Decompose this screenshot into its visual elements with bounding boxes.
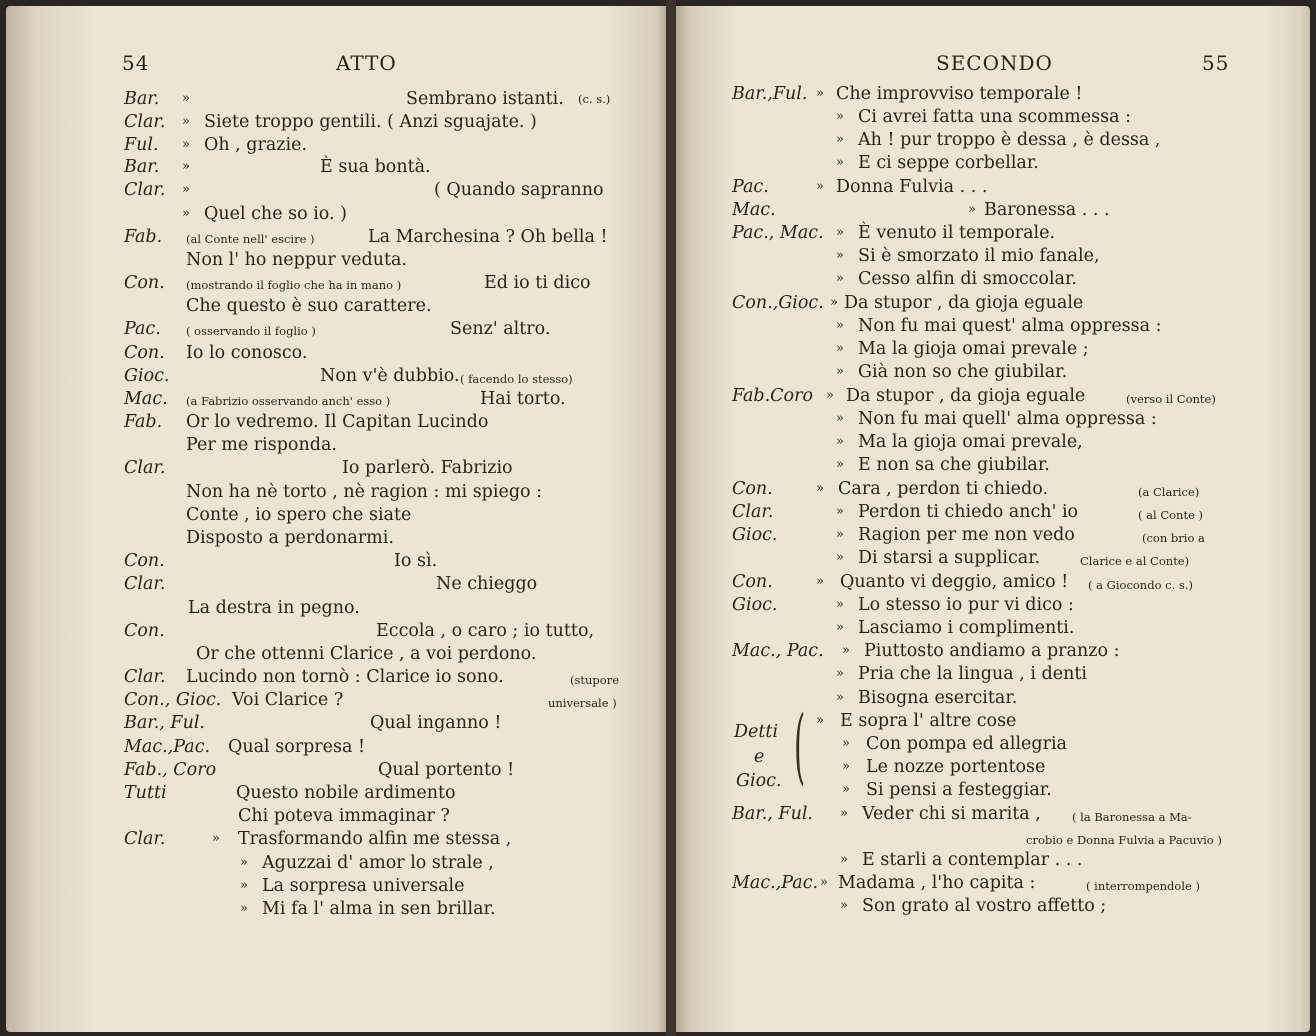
verse-marker: » [816,481,824,496]
speaker-label: Con., Gioc. [124,690,222,710]
stage-direction: (stupore [570,673,620,687]
speaker-label: Bar., Ful. [732,804,813,824]
verse-marker: » [240,855,248,870]
speaker-label: Gioc. [732,595,778,615]
line-text: Ed io ti dico [484,273,591,293]
line-text: Cesso alfin di smoccolar. [858,269,1077,289]
line-text: Questo nobile ardimento [236,783,456,803]
verse-marker: » [842,736,850,751]
stage-direction: ( la Baronessa a Ma- [1072,810,1192,824]
line-text: Eccola , o caro ; io tutto, [376,621,595,641]
speaker-label: Tutti [124,783,167,803]
verse-line [124,828,512,850]
verse-marker: » [820,875,828,890]
verse-marker: » [840,898,848,913]
stage-direction: universale ) [548,696,617,710]
speaker-label: Bar. [124,89,160,109]
speaker-label: Con. [124,621,165,641]
verse-line [732,292,1084,314]
line-text: Mi fa l' alma in sen brillar. [262,899,496,919]
line-text: Io parlerò. Fabrizio [342,458,513,478]
verse-marker: » [836,109,844,124]
verse-marker: » [182,206,190,221]
verse-line [124,179,604,201]
verse-marker: » [836,318,844,333]
verse-line [732,83,1083,105]
verse-line [124,712,502,734]
verse-line [124,689,617,711]
verse-marker: » [836,364,844,379]
line-text: Cara , perdon ti chiedo. [838,479,1049,499]
speaker-label: Mac. [124,389,168,409]
verse-marker: » [836,690,844,705]
line-text: Lucindo non tornò : Clarice io sono. [186,667,504,687]
line-text: Non fu mai quest' alma oppressa : [858,316,1162,336]
verse-line [124,457,513,479]
line-text: Senz' altro. [450,319,551,339]
line-text: Qual portento ! [378,760,515,780]
verse-line [124,736,366,758]
speaker-label: Mac. [732,200,776,220]
speaker-label: Clar. [124,180,166,200]
line-text: Le nozze portentose [866,757,1046,777]
book-gutter [666,0,676,1036]
line-text: Da stupor , da gioja eguale [846,386,1086,406]
verse-line [732,524,1205,546]
speaker-label: Gioc. [124,366,170,386]
speaker-label: Con. [124,273,165,293]
line-text: Da stupor , da gioja eguale [844,293,1084,313]
verse-marker: » [968,202,976,217]
verse-line [732,640,1120,662]
speaker-label: Clar. [124,458,166,478]
verse-marker: » [836,155,844,170]
line-text: Io sì. [394,551,438,571]
page-number: 55 [1202,51,1230,75]
stage-direction: crobio e Donna Fulvia a Pacuvio ) [1026,833,1222,847]
speaker-label: Con. [124,551,165,571]
verse-marker: » [836,271,844,286]
line-text: Non ha nè torto , nè ragion : mi spiego : [186,482,543,502]
line-text: Non l' ho neppur veduta. [186,250,407,270]
line-text: Con pompa ed allegria [866,734,1067,754]
line-text: Che questo è suo carattere. [186,296,432,316]
verse-marker: » [816,86,824,101]
verse-line [124,134,308,156]
verse-line [732,803,1192,825]
line-text: La Marchesina ? Oh bella ! [368,227,608,247]
speaker-label: Fab. [124,227,163,247]
line-text: Chi poteva immaginar ? [238,806,450,826]
speaker-label: Detti [734,722,779,742]
stage-direction: (mostrando il foglio che ha in mano ) [186,278,402,292]
line-text: Disposto a perdonarmi. [186,528,394,548]
verse-marker: » [842,782,850,797]
line-text: Or lo vedremo. Il Capitan Lucindo [186,412,489,432]
line-text: Ragion per me non vedo [858,525,1075,545]
speaker-label: Mac., Pac. [732,641,824,661]
line-text: È venuto il temporale. [858,223,1056,243]
stage-direction: (verso il Conte) [1126,392,1216,406]
stage-direction: Clarice e al Conte) [1080,554,1190,568]
verse-marker: » [836,248,844,263]
speaker-label: Clar. [124,574,166,594]
running-head: ATTO [336,51,397,75]
speaker-label: Clar. [732,502,774,522]
verse-line [124,620,595,642]
page-number: 54 [122,51,150,75]
line-text: Quel che so io. ) [204,204,347,224]
verse-marker: » [836,411,844,426]
stage-direction: ( facendo lo stesso) [460,372,573,386]
speaker-label: Clar. [124,112,166,132]
right-page [676,6,1310,1032]
line-text: Baronessa . . . [984,200,1110,220]
line-text: Lasciamo i complimenti. [858,618,1075,638]
speaker-label: Mac.,Pac. [124,737,211,757]
verse-marker: » [816,713,824,728]
verse-marker: » [816,574,824,589]
speaker-label: Con. [732,572,773,592]
speaker-label: Mac.,Pac. [732,873,819,893]
verse-line [124,550,438,572]
verse-line [732,571,1193,593]
speaker-label: e [754,747,765,767]
verse-marker: » [240,901,248,916]
verse-line [124,318,551,340]
line-text: Si è smorzato il mio fanale, [858,246,1100,266]
line-text: Io lo conosco. [186,343,308,363]
speaker-label: Gioc. [732,525,778,545]
verse-marker: » [182,159,190,174]
line-text: Si pensi a festeggiar. [866,780,1052,800]
line-text: Donna Fulvia . . . [836,177,988,197]
verse-line [732,385,1216,407]
speaker-label: Ful. [124,135,159,155]
verse-marker: » [836,620,844,635]
verse-line [124,226,608,248]
line-text: Or che ottenni Clarice , a voi perdono. [196,644,537,664]
speaker-label: Bar., Ful. [124,713,205,733]
verse-marker: » [842,643,850,658]
verse-marker: » [836,434,844,449]
line-text: E ci seppe corbellar. [858,153,1039,173]
verse-line [732,222,1056,244]
verse-marker: » [826,388,834,403]
speaker-label: Con. [124,343,165,363]
verse-line [124,411,489,433]
speaker-label: Con.,Gioc. [732,293,824,313]
line-text: Di starsi a supplicar. [858,548,1041,568]
line-text: Pria che la lingua , i denti [858,664,1087,684]
verse-line [124,782,456,804]
line-text: Quanto vi deggio, amico ! [840,572,1069,592]
stage-direction: ( a Giocondo c. s.) [1088,578,1193,592]
verse-marker: » [182,137,190,152]
line-text: Perdon ti chiedo anch' io [858,502,1079,522]
line-text: E non sa che giubilar. [858,455,1050,475]
speaker-label: Fab., Coro [124,760,217,780]
verse-marker: » [182,114,190,129]
verse-marker: » [836,457,844,472]
left-page [6,6,666,1032]
line-text: E starli a contemplar . . . [862,850,1083,870]
stage-direction: ( interrompendole ) [1086,879,1200,893]
line-text: Per me risponda. [186,435,337,455]
line-text: Voi Clarice ? [232,690,344,710]
speaker-label: Clar. [124,667,166,687]
verse-line [732,478,1200,500]
verse-line [732,199,1110,221]
line-text: Non v'è dubbio. [320,366,460,386]
line-text: Qual sorpresa ! [228,737,366,757]
line-text: Qual inganno ! [370,713,502,733]
line-text: Ah ! pur troppo è dessa , è dessa , [858,130,1161,150]
verse-line [124,156,431,178]
verse-marker: » [842,759,850,774]
speaker-label: Pac., Mac. [732,223,824,243]
verse-line [124,272,591,294]
line-text: Aguzzai d' amor lo strale , [262,853,494,873]
stage-direction: (c. s.) [578,92,611,106]
line-text: La destra in pegno. [188,598,360,618]
stage-direction: ( osservando il foglio ) [186,324,316,338]
speaker-label: Con. [732,479,773,499]
verse-line [124,388,566,410]
verse-marker: » [240,878,248,893]
brace-bracket: ( [794,699,806,794]
verse-line [732,176,988,198]
verse-marker: » [836,225,844,240]
line-text: Hai torto. [480,389,566,409]
line-text: Ma la gioja omai prevale ; [858,339,1089,359]
verse-line [124,365,573,387]
stage-direction: (a Clarice) [1138,485,1200,499]
verse-line [732,501,1204,523]
verse-line [124,759,515,781]
line-text: La sorpresa universale [262,876,465,896]
verse-marker: » [836,550,844,565]
line-text: Oh , grazie. [204,135,308,155]
verse-marker: » [836,504,844,519]
line-text: Piuttosto andiamo a pranzo : [864,641,1120,661]
line-text: Veder chi si marita , [862,804,1041,824]
verse-marker: » [182,182,190,197]
line-text: Conte , io spero che siate [186,505,412,525]
line-text: Siete troppo gentili. ( Anzi sguajate. ) [204,112,537,132]
speaker-label: Fab.Coro [732,386,813,406]
verse-marker: » [836,597,844,612]
speaker-label: Gioc. [736,771,782,791]
verse-line [732,872,1200,894]
verse-line [124,573,538,595]
verse-marker: » [840,852,848,867]
speaker-label: Bar. [124,157,160,177]
stage-direction: (a Fabrizio osservando anch' esso ) [186,394,391,408]
line-text: Non fu mai quell' alma oppressa : [858,409,1157,429]
speaker-label: Clar. [124,829,166,849]
line-text: ( Quando sapranno [434,180,604,200]
line-text: È sua bontà. [320,157,431,177]
speaker-label: Pac. [732,177,769,197]
stage-direction: ( al Conte ) [1138,508,1204,522]
line-text: Ci avrei fatta una scommessa : [858,107,1131,127]
line-text: Ma la gioja omai prevale, [858,432,1083,452]
stage-direction: (al Conte nell' escire ) [186,232,315,246]
line-text: Già non so che giubilar. [858,362,1068,382]
speaker-label: Pac. [124,319,161,339]
verse-marker: » [836,666,844,681]
verse-line [124,666,620,688]
stage-direction: (con brio a [1142,531,1205,545]
line-text: Che improvviso temporale ! [836,84,1083,104]
running-head: SECONDO [936,51,1053,75]
line-text: Madama , l'ho capita : [838,873,1036,893]
verse-marker: » [816,179,824,194]
verse-marker: » [182,91,190,106]
verse-marker: » [836,132,844,147]
line-text: Bisogna esercitar. [858,688,1018,708]
speaker-label: Fab. [124,412,163,432]
verse-marker: » [830,295,838,310]
line-text: Ne chieggo [436,574,538,594]
line-text: Sembrano istanti. [406,89,564,109]
verse-line [124,342,308,364]
verse-line [124,88,611,110]
line-text: Son grato al vostro affetto ; [862,896,1107,916]
line-text: E sopra l' altre cose [840,711,1017,731]
speaker-label: Bar.,Ful. [732,84,808,104]
verse-line [732,594,1074,616]
verse-marker: » [836,527,844,542]
line-text: Trasformando alfin me stessa , [238,829,512,849]
verse-marker: » [836,341,844,356]
verse-marker: » [212,831,220,846]
line-text: Lo stesso io pur vi dico : [858,595,1074,615]
verse-line [124,111,537,133]
verse-marker: » [840,806,848,821]
